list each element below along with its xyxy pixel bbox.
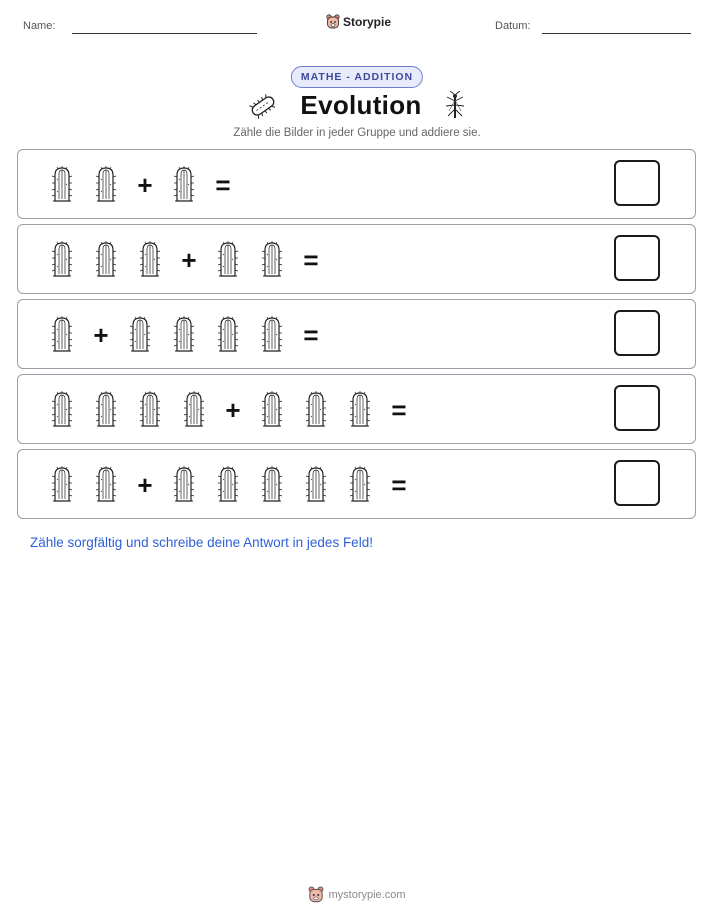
plus-sign: + bbox=[137, 469, 153, 500]
brand-logo bbox=[326, 14, 391, 30]
cactus-icon bbox=[40, 150, 84, 220]
problem-row bbox=[17, 374, 696, 444]
cactus-icon bbox=[338, 375, 382, 445]
subtitle: Zähle die Bilder in jeder Gruppe und addiere sie. bbox=[233, 127, 481, 139]
problem-row bbox=[17, 224, 696, 294]
footer-url: mystorypie.com bbox=[328, 889, 406, 901]
cactus-icon bbox=[250, 300, 294, 370]
equals-sign: = bbox=[303, 319, 319, 350]
cactus-icon bbox=[206, 450, 250, 520]
bacterium-icon bbox=[248, 93, 278, 119]
cactus-icon bbox=[162, 450, 206, 520]
insect-icon bbox=[444, 91, 466, 121]
problem-items bbox=[40, 450, 416, 520]
name-label: Name: bbox=[23, 20, 56, 32]
plus-sign: + bbox=[181, 244, 197, 275]
cactus-icon bbox=[118, 300, 162, 370]
plus-sign: + bbox=[225, 394, 241, 425]
storypie-bear-icon bbox=[308, 886, 324, 904]
cactus-icon bbox=[128, 375, 172, 445]
storypie-bear-icon bbox=[326, 14, 340, 30]
cactus-icon bbox=[40, 225, 84, 295]
cactus-icon bbox=[84, 450, 128, 520]
cactus-icon bbox=[206, 300, 250, 370]
instruction-text: Zähle sorgfältig und schreibe deine Antwort in jedes Feld! bbox=[30, 535, 373, 550]
page-title: Evolution bbox=[300, 90, 422, 120]
equals-sign: = bbox=[215, 169, 231, 200]
answer-box[interactable] bbox=[614, 310, 660, 356]
cactus-icon bbox=[162, 150, 206, 220]
cactus-icon bbox=[40, 300, 84, 370]
cactus-icon bbox=[84, 375, 128, 445]
problem-items bbox=[40, 375, 416, 445]
cactus-icon bbox=[40, 450, 84, 520]
cactus-icon bbox=[40, 375, 84, 445]
problem-items bbox=[40, 225, 328, 295]
problem-row bbox=[17, 299, 696, 369]
subject-badge: MATHE - ADDITION bbox=[291, 66, 423, 88]
cactus-icon bbox=[206, 225, 250, 295]
cactus-icon bbox=[250, 225, 294, 295]
cactus-icon bbox=[338, 450, 382, 520]
cactus-icon bbox=[294, 375, 338, 445]
date-label: Datum: bbox=[495, 20, 531, 32]
cactus-icon bbox=[128, 225, 172, 295]
cactus-icon bbox=[294, 450, 338, 520]
cactus-icon bbox=[250, 450, 294, 520]
footer bbox=[0, 886, 714, 904]
equals-sign: = bbox=[391, 394, 407, 425]
plus-sign: + bbox=[137, 169, 153, 200]
answer-box[interactable] bbox=[614, 385, 660, 431]
answer-box[interactable] bbox=[614, 460, 660, 506]
cactus-icon bbox=[172, 375, 216, 445]
problem-items bbox=[40, 150, 240, 220]
equals-sign: = bbox=[303, 244, 319, 275]
problem-row bbox=[17, 449, 696, 519]
title-row bbox=[0, 90, 714, 121]
problem-row bbox=[17, 149, 696, 219]
date-field-line[interactable] bbox=[542, 33, 691, 34]
answer-box[interactable] bbox=[614, 160, 660, 206]
problem-items bbox=[40, 300, 328, 370]
brand-name: Storypie bbox=[343, 15, 392, 29]
cactus-icon bbox=[84, 150, 128, 220]
name-field-line[interactable] bbox=[72, 33, 257, 34]
cactus-icon bbox=[250, 375, 294, 445]
cactus-icon bbox=[84, 225, 128, 295]
plus-sign: + bbox=[93, 319, 109, 350]
answer-box[interactable] bbox=[614, 235, 660, 281]
equals-sign: = bbox=[391, 469, 407, 500]
cactus-icon bbox=[162, 300, 206, 370]
